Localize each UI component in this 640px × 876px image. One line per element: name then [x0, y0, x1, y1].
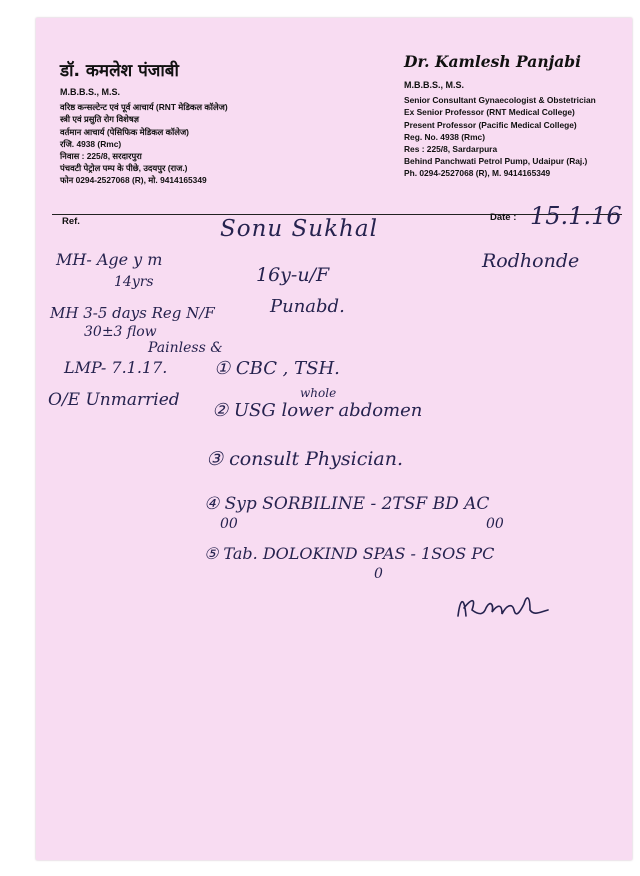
- history-line: MH- Age y m: [56, 250, 163, 269]
- history-line: LMP- 7.1.17.: [64, 358, 168, 377]
- letterhead-line: Behind Panchwati Petrol Pump, Udaipur (Raj.): [404, 156, 588, 167]
- letterhead-line: Ph. 0294-2527068 (R), M. 9414165349: [404, 168, 551, 179]
- letterhead-line: वरिष्ठ कन्सल्टेन्ट एवं पूर्व आचार्य (RNT मेडिकल कॉलेज): [60, 102, 228, 113]
- advice-line: ④ Syp SORBILINE - 2TSF BD AC: [204, 494, 490, 514]
- doctor-signature: [450, 586, 560, 632]
- letterhead-line: फोन 0294-2527068 (R), मो. 9414165349: [60, 175, 207, 186]
- letterhead-line: स्त्री एवं प्रसुति रोग विशेषज्ञ: [60, 114, 140, 125]
- letterhead-line: Senior Consultant Gynaecologist & Obstetrician: [404, 95, 596, 106]
- letterhead-line: Res : 225/8, Sardarpura: [404, 144, 498, 155]
- dose-mark: 0: [374, 566, 383, 582]
- patient-place: Rodhonde: [482, 250, 580, 272]
- doctor-name-hindi: डॉ. कमलेश पंजाबी: [60, 61, 179, 81]
- patient-name: Sonu Sukhal: [220, 216, 378, 242]
- letterhead-line: Ex Senior Professor (RNT Medical College): [404, 107, 575, 118]
- letterhead-line: Reg. No. 4938 (Rmc): [404, 131, 485, 142]
- history-line: 14yrs: [114, 274, 154, 290]
- dose-mark: 00: [220, 516, 238, 532]
- letterhead-line: निवास : 225/8, सरदारपुरा: [60, 151, 142, 162]
- patient-age-sex: 16y-u/F: [256, 264, 330, 286]
- letterhead-line: पंचवटी पेट्रोल पम्प के पीछे, उदयपुर (राज.): [60, 163, 188, 174]
- advice-line: ⑤ Tab. DOLOKIND SPAS - 1SOS PC: [204, 544, 495, 563]
- dose-mark: 00: [486, 516, 504, 532]
- letterhead-line: वर्तमान आचार्य (पेसिफिक मेडिकल कॉलेज): [60, 126, 189, 137]
- advice-line: ③ consult Physician.: [206, 448, 404, 470]
- history-line: Painless &: [148, 340, 223, 356]
- patient-village: Punabd.: [270, 296, 345, 317]
- letterhead-english: [404, 52, 632, 180]
- advice-line: ② USG lower abdomen: [212, 400, 423, 421]
- letterhead-line: रजि. 4938 (Rmc): [60, 138, 122, 149]
- handwritten-date: 15.1.16: [530, 202, 622, 230]
- doctor-name-english: Dr. Kamlesh Panjabi: [404, 52, 581, 71]
- ref-label: Ref.: [62, 216, 80, 227]
- advice-line-insert: whole: [300, 386, 337, 400]
- letterhead-line: Present Professor (Pacific Medical College): [404, 119, 577, 130]
- history-line: 30±3 flow: [84, 324, 157, 340]
- letterhead-hindi: [60, 58, 320, 187]
- advice-line: ① CBC , TSH.: [214, 358, 340, 379]
- history-line: O/E Unmarried: [48, 390, 180, 410]
- history-line: MH 3-5 days Reg N/F: [50, 304, 215, 322]
- prescription-sheet: [36, 18, 632, 860]
- date-label: Date :: [490, 212, 517, 223]
- degree-hindi: M.B.B.S., M.S.: [60, 87, 121, 97]
- degree-english: M.B.B.S., M.S.: [404, 80, 465, 90]
